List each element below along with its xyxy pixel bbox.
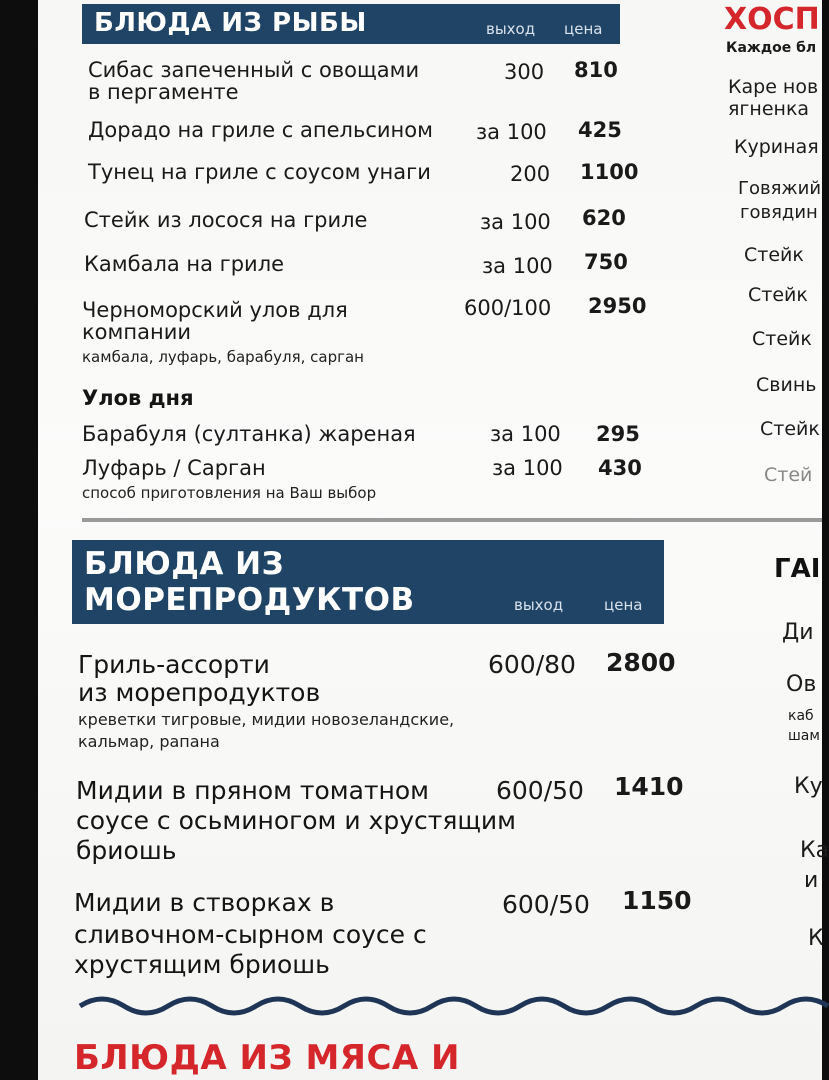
meat-section-title: БЛЮДА ИЗ МЯСА И [74,1038,461,1078]
item-description: способ приготовления на Ваш выбор [82,484,377,502]
menu-item [84,208,644,236]
menu-item [88,58,648,108]
item-name: Мидии в створках в [74,888,335,917]
adjacent-item: Ов [786,672,817,697]
adjacent-item: шам [788,728,820,744]
menu-item [82,294,662,368]
item-out: 200 [510,162,551,186]
fish-column-price: цена [564,20,603,38]
item-price: 1100 [580,160,639,184]
adjacent-item: Стейк [752,328,812,350]
item-name: Сибас запеченный с овощами [88,58,420,82]
item-price: 1150 [622,886,692,915]
menu-item [84,252,644,280]
adjacent-title: ХОСП [724,2,820,37]
item-name-line2: компании [82,320,191,344]
item-out: 600/50 [502,890,590,919]
item-price: 295 [596,422,640,446]
fish-column-out: выход [486,20,536,38]
menu-item [82,422,662,450]
adjacent-subtitle: Каждое бл [726,40,817,56]
adjacent-item: и [804,868,819,893]
item-name: Луфарь / Сарган [82,456,266,480]
item-price: 425 [578,118,622,142]
menu-item [74,888,694,988]
seafood-section-header [72,540,664,624]
item-name: Тунец на гриле с соусом унаги [88,160,431,184]
item-price: 1410 [614,772,684,801]
item-name-line2: в пергаменте [88,80,239,104]
adjacent-item: Ди [782,620,814,645]
item-name: Мидии в пряном томатном [76,776,430,805]
item-name: Барабуля (султанка) жареная [82,422,416,446]
item-name-line2: соусе с осьминогом и хрустящим [76,806,517,835]
adjacent-item: ягненка [728,98,810,120]
item-price: 2800 [606,648,676,677]
adjacent-item: Ка [800,838,829,863]
item-out: за 100 [480,210,551,234]
adjacent-item: Стейк [760,418,820,440]
adjacent-menu-panel [724,0,829,1080]
adjacent-item: Ку [794,774,823,799]
menu-item [76,772,696,876]
seafood-section-title-line1: БЛЮДА ИЗ [84,546,285,582]
fish-section-header [82,4,620,44]
item-description: камбала, луфарь, барабуля, сарган [82,348,364,366]
item-out: за 100 [490,422,561,446]
item-name: Гриль-ассорти [78,650,270,679]
adjacent-item: говядин [740,202,818,223]
item-price: 430 [598,456,642,480]
item-out: 600/50 [496,776,584,805]
item-price: 810 [574,58,618,82]
item-name: Камбала на гриле [84,252,285,276]
adjacent-item: К [808,926,824,951]
item-description: креветки тигровые, мидии новозеландские, [78,710,455,729]
menu-item [88,118,648,146]
item-name-line2: сливочном-сырном соусе с [74,920,427,949]
item-out: за 100 [492,456,563,480]
section-divider [82,518,822,522]
menu-item [78,650,688,760]
adjacent-section-title: ГАІ [774,554,821,584]
adjacent-item: Каре нов [728,76,819,98]
item-name: Стейк из лосося на гриле [84,208,368,232]
item-name-line3: бриошь [76,836,177,865]
item-out: 300 [504,60,545,84]
item-out: 600/80 [488,650,576,679]
adjacent-item: Говяжий [738,178,822,199]
menu-item [82,456,662,506]
adjacent-item: Куриная [734,136,819,158]
item-out: 600/100 [464,296,552,320]
adjacent-item: Стейк [744,244,804,266]
seafood-column-price: цена [604,596,643,614]
item-out: за 100 [476,120,547,144]
wave-decoration [80,990,822,1030]
item-name-line2: из морепродуктов [78,678,321,707]
adjacent-item: Стей [764,464,813,486]
item-name-line3: хрустящим бриошь [74,950,330,979]
fish-section-title: БЛЮДА ИЗ РЫБЫ [94,8,367,38]
item-out: за 100 [482,254,553,278]
item-name: Дорадо на гриле с апельсином [88,118,433,142]
menu-item [88,160,648,188]
item-price: 750 [584,250,628,274]
seafood-column-out: выход [514,596,564,614]
catch-of-the-day-title: Улов дня [82,386,194,410]
item-description-line2: кальмар, рапана [78,732,220,751]
adjacent-item: каб [788,708,814,724]
item-name: Черноморский улов для [82,298,348,322]
item-price: 2950 [588,294,647,318]
adjacent-item: Свинь [756,374,817,396]
adjacent-item: Стейк [748,284,808,306]
item-price: 620 [582,206,626,230]
seafood-section-title-line2: МОРЕПРОДУКТОВ [84,582,415,618]
